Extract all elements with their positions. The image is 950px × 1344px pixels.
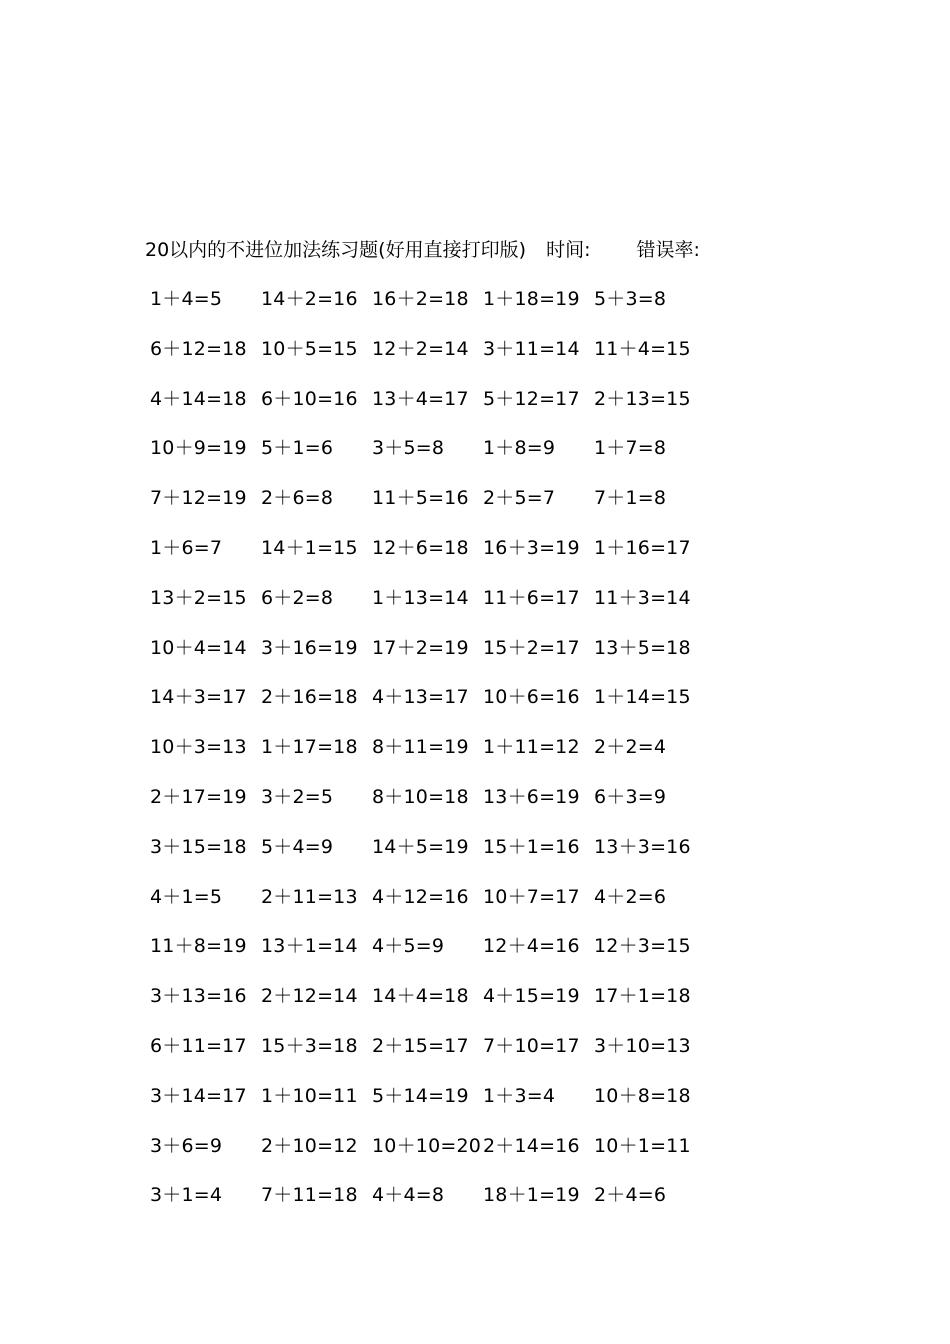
problem-item: 15＋1=16: [483, 835, 580, 858]
problem-item: 4＋5=9: [372, 935, 445, 958]
problem-item: 10＋8=18: [594, 1084, 691, 1107]
problem-item: 6＋2=8: [261, 586, 334, 609]
problem-item: 3＋5=8: [372, 437, 445, 460]
problem-item: 1＋7=8: [594, 437, 667, 460]
problem-item: 3＋11=14: [483, 337, 580, 360]
problem-item: 2＋13=15: [594, 387, 691, 410]
problem-item: 14＋5=19: [372, 835, 469, 858]
problem-item: 3＋6=9: [150, 1134, 223, 1157]
problem-item: 4＋15=19: [483, 985, 580, 1008]
problem-item: 13＋2=15: [150, 586, 247, 609]
problem-item: 13＋4=17: [372, 387, 469, 410]
problem-item: 6＋3=9: [594, 785, 667, 808]
worksheet-header: [145, 236, 845, 264]
problem-item: 14＋3=17: [150, 686, 247, 709]
problem-item: 1＋6=7: [150, 536, 223, 559]
problem-item: 1＋18=19: [483, 288, 580, 310]
problem-item: 2＋2=4: [594, 736, 667, 759]
problem-item: 10＋3=13: [150, 736, 247, 759]
problem-item: 1＋13=14: [372, 586, 469, 609]
problem-row: [150, 883, 710, 933]
problem-item: 1＋11=12: [483, 736, 580, 759]
problem-item: 16＋2=18: [372, 288, 469, 310]
problem-item: 4＋13=17: [372, 686, 469, 709]
problem-item: 3＋2=5: [261, 785, 334, 808]
problem-item: 10＋9=19: [150, 437, 247, 460]
problem-item: 2＋12=14: [261, 985, 358, 1008]
problem-item: 5＋3=8: [594, 288, 667, 310]
problem-item: 12＋2=14: [372, 337, 469, 360]
problem-item: 7＋10=17: [483, 1034, 580, 1057]
problem-item: 15＋3=18: [261, 1034, 358, 1057]
problem-item: 8＋10=18: [372, 785, 469, 808]
problem-item: 12＋6=18: [372, 536, 469, 559]
problem-item: 1＋16=17: [594, 536, 691, 559]
problem-item: 11＋4=15: [594, 337, 691, 360]
problem-item: 3＋10=13: [594, 1034, 691, 1057]
problem-row: [150, 1032, 710, 1082]
problem-row: [150, 1181, 710, 1231]
problem-item: 10＋10=20: [372, 1134, 482, 1157]
problem-item: 17＋2=19: [372, 636, 469, 659]
problem-item: 18＋1=19: [483, 1184, 580, 1207]
problem-row: [150, 285, 710, 335]
problem-item: 1＋8=9: [483, 437, 556, 460]
problem-item: 2＋14=16: [483, 1134, 580, 1157]
time-label: 时间:: [546, 239, 591, 261]
problem-item: 10＋6=16: [483, 686, 580, 709]
problem-item: 4＋2=6: [594, 885, 667, 908]
problem-item: 4＋1=5: [150, 885, 223, 908]
problem-item: 15＋2=17: [483, 636, 580, 659]
problem-row: [150, 1082, 710, 1132]
problem-row: [150, 484, 710, 534]
problem-item: 11＋8=19: [150, 935, 247, 958]
problem-item: 12＋3=15: [594, 935, 691, 958]
problem-item: 2＋4=6: [594, 1184, 667, 1207]
problem-row: [150, 584, 710, 634]
error-rate-label: 错误率:: [636, 239, 700, 261]
problem-item: 2＋10=12: [261, 1134, 358, 1157]
problem-row: [150, 335, 710, 385]
problem-item: 5＋14=19: [372, 1084, 469, 1107]
problem-item: 13＋5=18: [594, 636, 691, 659]
problem-item: 16＋3=19: [483, 536, 580, 559]
problem-item: 4＋12=16: [372, 885, 469, 908]
problem-item: 3＋15=18: [150, 835, 247, 858]
problem-item: 14＋4=18: [372, 985, 469, 1008]
problem-item: 11＋6=17: [483, 586, 580, 609]
problem-item: 1＋10=11: [261, 1084, 358, 1107]
problem-item: 13＋6=19: [483, 785, 580, 808]
problem-item: 11＋5=16: [372, 487, 469, 510]
problem-grid: [150, 285, 710, 1231]
problem-item: 2＋16=18: [261, 686, 358, 709]
problem-item: 10＋7=17: [483, 885, 580, 908]
problem-row: [150, 385, 710, 435]
problem-item: 7＋11=18: [261, 1184, 358, 1207]
problem-item: 10＋1=11: [594, 1134, 691, 1157]
problem-row: [150, 534, 710, 584]
problem-row: [150, 434, 710, 484]
problem-item: 13＋1=14: [261, 935, 358, 958]
problem-item: 3＋13=16: [150, 985, 247, 1008]
problem-item: 1＋14=15: [594, 686, 691, 709]
problem-item: 1＋4=5: [150, 288, 223, 310]
problem-item: 3＋14=17: [150, 1084, 247, 1107]
problem-row: [150, 982, 710, 1032]
worksheet-title: 20以内的不进位加法练习题(好用直接打印版): [145, 239, 527, 261]
problem-item: 17＋1=18: [594, 985, 691, 1008]
problem-row: [150, 634, 710, 684]
problem-item: 11＋3=14: [594, 586, 691, 609]
problem-item: 2＋6=8: [261, 487, 334, 510]
problem-row: [150, 932, 710, 982]
problem-item: 6＋10=16: [261, 387, 358, 410]
problem-item: 10＋4=14: [150, 636, 247, 659]
problem-item: 4＋4=8: [372, 1184, 445, 1207]
problem-item: 14＋1=15: [261, 536, 358, 559]
problem-row: [150, 733, 710, 783]
problem-item: 14＋2=16: [261, 288, 358, 310]
problem-item: 3＋1=4: [150, 1184, 223, 1207]
problem-item: 1＋3=4: [483, 1084, 556, 1107]
problem-item: 2＋15=17: [372, 1034, 469, 1057]
problem-item: 2＋17=19: [150, 785, 247, 808]
problem-row: [150, 683, 710, 733]
problem-item: 4＋14=18: [150, 387, 247, 410]
problem-item: 1＋17=18: [261, 736, 358, 759]
problem-item: 2＋5=7: [483, 487, 556, 510]
problem-row: [150, 1132, 710, 1182]
problem-item: 8＋11=19: [372, 736, 469, 759]
problem-item: 5＋12=17: [483, 387, 580, 410]
problem-item: 7＋12=19: [150, 487, 247, 510]
problem-row: [150, 783, 710, 833]
problem-item: 5＋4=9: [261, 835, 334, 858]
problem-row: [150, 833, 710, 883]
problem-item: 7＋1=8: [594, 487, 667, 510]
problem-item: 2＋11=13: [261, 885, 358, 908]
problem-item: 6＋12=18: [150, 337, 247, 360]
problem-item: 6＋11=17: [150, 1034, 247, 1057]
problem-item: 3＋16=19: [261, 636, 358, 659]
problem-item: 10＋5=15: [261, 337, 358, 360]
problem-item: 12＋4=16: [483, 935, 580, 958]
problem-item: 13＋3=16: [594, 835, 691, 858]
problem-item: 5＋1=6: [261, 437, 334, 460]
